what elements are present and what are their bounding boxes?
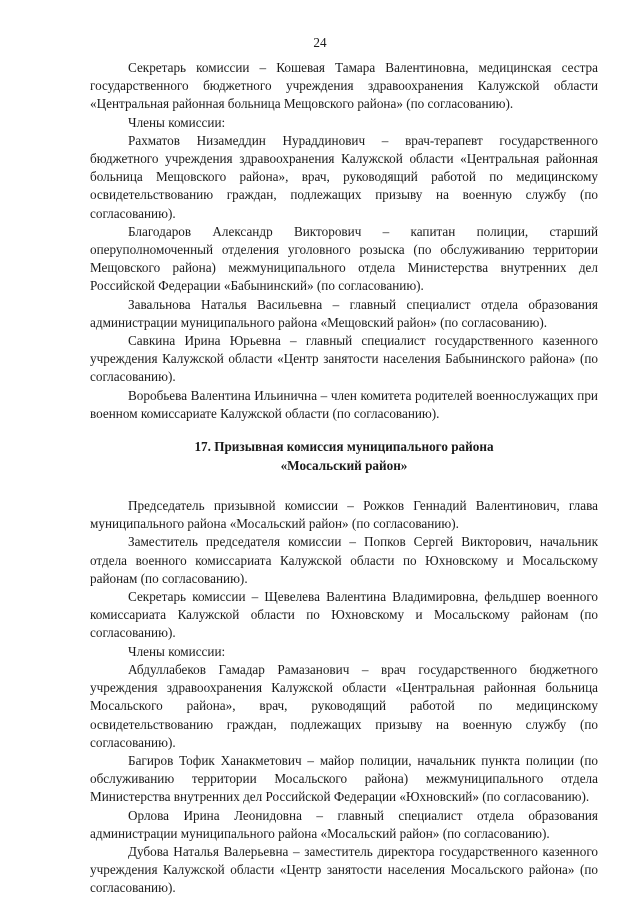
paragraph-secretary-meshchovsk: Секретарь комиссии – Кошевая Тамара Валентиновна, медицинская сестра государственного бюджетного учреждения здравоохранения Калужской области «Центральная районная больница Мещовского района» (по согласованию). — [90, 60, 598, 112]
paragraph-member: Абдуллабеков Гамадар Рамазанович – врач государственного бюджетного учреждения здравоохранения Калужской области «Центральная районная больница Мосальского района», врач, руководящий работой по медицинскому освидетельствованию граждан, подлежащих призыву на военную службу (по согласованию). — [90, 661, 598, 750]
paragraph-members-heading: Члены комиссии: — [128, 114, 226, 130]
paragraph-member: Дубова Наталья Валерьевна – заместитель директора государственного казенного учреждения Калужской области «Центр занятости населения Мосальского района» (по согласованию). — [90, 843, 598, 896]
section-title-line-1: 17. Призывная комиссия муниципального района — [194, 439, 494, 455]
paragraph-deputy-chairman: Заместитель председателя комиссии – Попков Сергей Викторович, начальник отдела военного комиссариата Калужской области по Юхновскому и Мосальскому районам (по согласованию). — [90, 534, 598, 586]
paragraph-member: Завальнова Наталья Васильевна – главный специалист отдела образования администрации муниципального района «Мещовский район» (по согласованию). — [90, 296, 598, 330]
paragraph-member: Савкина Ирина Юрьевна – главный специалист государственного казенного учреждения Калужской области «Центр занятости населения Бабынинского района» (по согласованию). — [90, 333, 598, 385]
spacer — [90, 423, 598, 437]
paragraph-member: Воробьева Валентина Ильинична – член комитета родителей военнослужащих при военном комиссариате Калужской области (по согласованию). — [90, 387, 598, 421]
paragraph-members-heading: Члены комиссии: — [128, 643, 226, 659]
paragraph-member: Орлова Ирина Леонидовна – главный специалист отдела образования администрации муниципального района «Мосальский район» (по согласованию). — [90, 807, 598, 841]
paragraph-member: Благодаров Александр Викторович – капитан полиции, старший оперуполномоченный отделения уголовного розыска (по обслуживанию территории Мещовского района) межмуниципального отдела Министерства внутренних дел Российской Федерации «Бабынинский» (по согласованию). — [90, 223, 598, 294]
spacer — [90, 475, 598, 497]
paragraph-secretary-mosalsk: Секретарь комиссии – Щевелева Валентина Владимировна, фельдшер военного комиссариата Калужской области по Юхновскому и Мосальскому районам (по согласованию). — [90, 589, 598, 641]
paragraph-member: Багиров Тофик Ханакметович – майор полиции, начальник пункта полиции (по обслуживанию территории Мосальского района) межмуниципального отдела Министерства внутренних дел Российской Федерации «Юхновский» (по согласованию). — [90, 752, 598, 805]
paragraph-chairman: Председатель призывной комиссии – Рожков Геннадий Валентинович, глава муниципального района «Мосальский район» (по согласованию). — [90, 498, 598, 532]
paragraph-member: Рахматов Низамеддин Нураддинович – врач-терапевт государственного бюджетного учреждения здравоохранения Калужской области «Центральная районная больница Мещовского района», врач, руководящий работой по медицинскому освидетельствованию граждан, подлежащих призыву на военную службу (по согласованию). — [90, 132, 598, 221]
section-title-line-2: «Мосальский район» — [280, 458, 408, 474]
page-number: 24 — [313, 35, 327, 50]
document-body — [90, 59, 598, 898]
